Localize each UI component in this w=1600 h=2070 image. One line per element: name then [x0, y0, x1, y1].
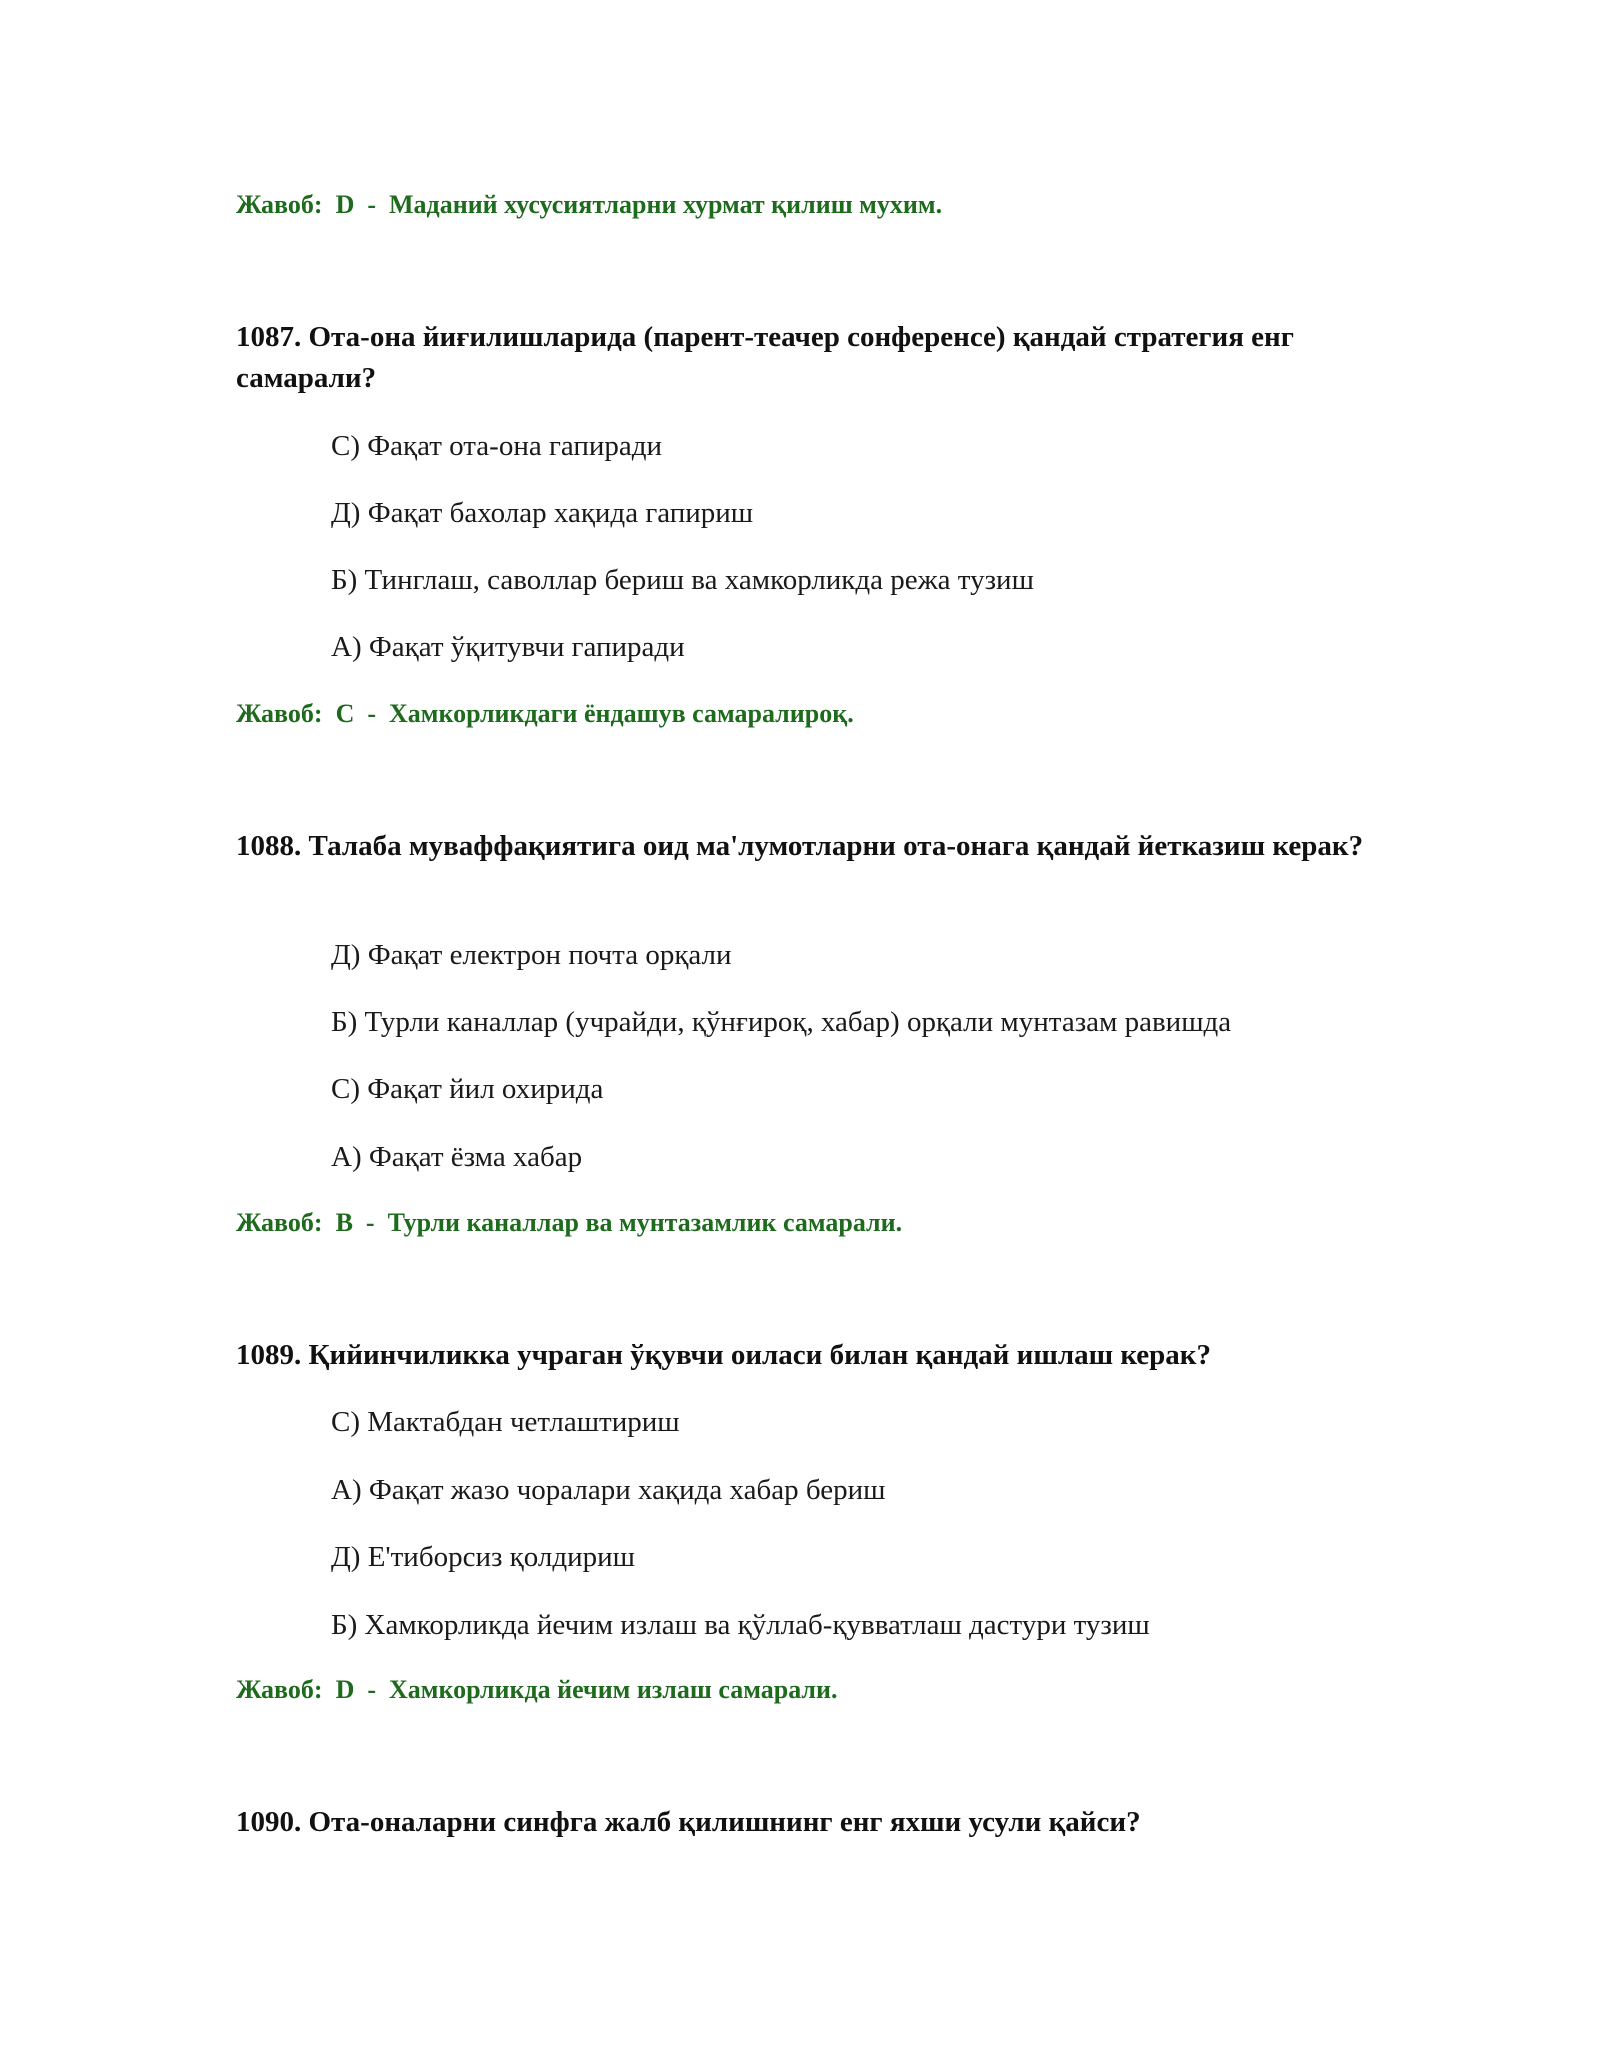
answer-1088: Жавоб: B - Турли каналлар ва мунтазамлик самарали. — [236, 1208, 903, 1237]
option-1089-3: Д) Е'тиборсиз қолдириш — [331, 1541, 635, 1573]
question-1089: 1089. Қийинчиликка учраган ўқувчи оиласи билан қандай ишлаш керак? — [236, 1339, 1212, 1371]
answer-1089: Жавоб: D - Хамкорликда йечим излаш самарали. — [236, 1675, 838, 1704]
option-1087-2: Д) Фақат бахолар хақида гапириш — [331, 497, 754, 529]
option-1088-4: А) Фақат ёзма хабар — [331, 1141, 583, 1173]
option-1087-3: Б) Тинглаш, саволлар бериш ва хамкорликда режа тузиш — [331, 564, 1034, 596]
question-1088: 1088. Талаба муваффақиятига оид ма'лумотларни ота-онага қандай йетказиш керак? — [236, 830, 1364, 862]
option-1089-2: А) Фақат жазо чоралари хақида хабар бериш — [331, 1474, 886, 1506]
option-1089-1: С) Мактабдан четлаштириш — [331, 1406, 680, 1438]
option-1087-1: С) Фақат ота-она гапиради — [331, 430, 663, 462]
option-1089-4: Б) Хамкорликда йечим излаш ва қўллаб-қувватлаш дастури тузиш — [331, 1609, 1150, 1641]
option-1087-4: А) Фақат ўқитувчи гапиради — [331, 631, 685, 663]
answer-1087: Жавоб: C - Хамкорликдаги ёндашув самаралироқ. — [236, 699, 854, 728]
option-1088-3: С) Фақат йил охирида — [331, 1073, 604, 1105]
question-1087: 1087. Ота-она йиғилишларида (парент-теачер сонференсе) қандай стратегия енг самарали? — [236, 321, 1294, 394]
question-1090: 1090. Ота-оналарни синфга жалб қилишнинг енг яхши усули қайси? — [236, 1806, 1141, 1838]
option-1088-2: Б) Турли каналлар (учрайди, қўнғироқ, хабар) орқали мунтазам равишда — [331, 1006, 1232, 1038]
option-1088-1: Д) Фақат електрон почта орқали — [331, 939, 732, 971]
answer-1086: Жавоб: D - Маданий хусусиятларни хурмат қилиш мухим. — [236, 190, 943, 219]
